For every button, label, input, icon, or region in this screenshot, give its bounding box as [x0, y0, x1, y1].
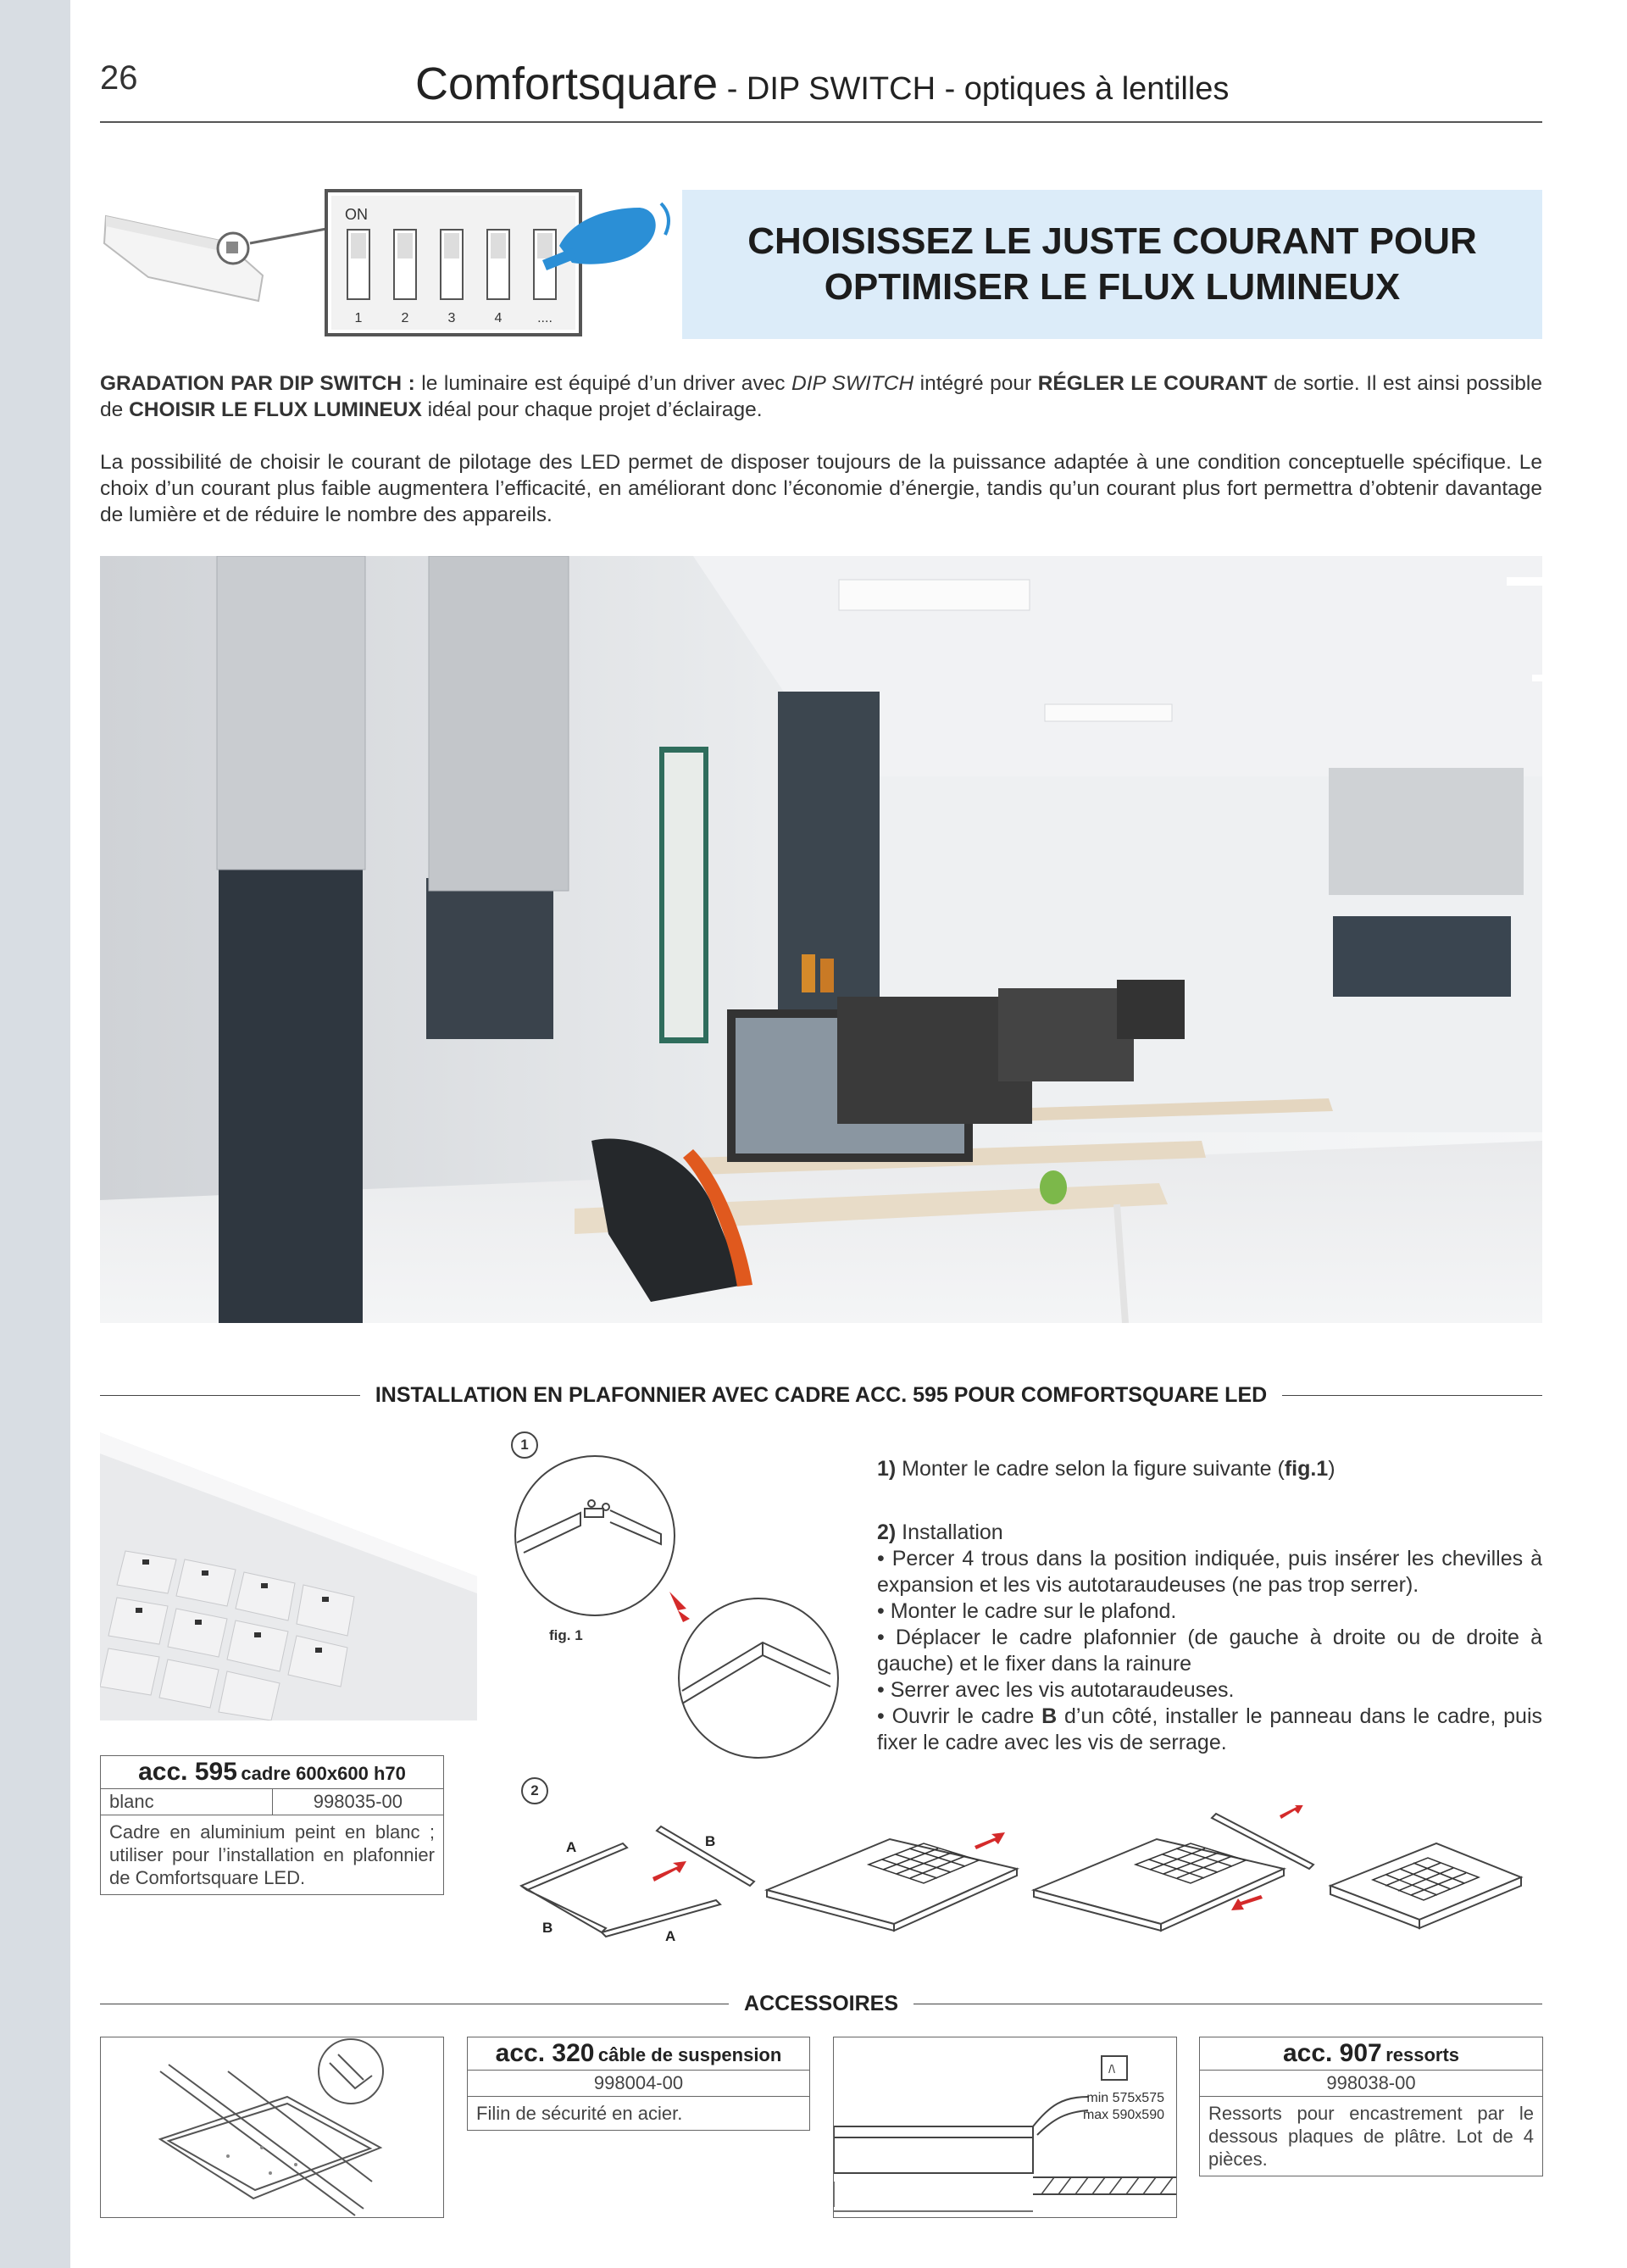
- acc-595-ref: 998035-00: [313, 1791, 403, 1812]
- acc-907-description: Ressorts pour encastrement par le dessous plaques de plâtre. Lot de 4 pièces.: [1208, 2103, 1534, 2170]
- intro-paragraph-1: [100, 370, 1542, 423]
- page-number: 26: [100, 59, 138, 97]
- acc-595-box: [100, 1755, 444, 1895]
- acc-907-ref: 998038-00: [1200, 2071, 1542, 2097]
- step-1-end: ): [1328, 1457, 1335, 1481]
- heading-rule-right: [1282, 1395, 1542, 1396]
- page-margin-band: [0, 0, 70, 2268]
- acc-320-description: Filin de sécurité en acier.: [476, 2103, 683, 2124]
- panel-step-3: [1034, 1814, 1313, 1931]
- step-2-bullet-5: [877, 1704, 1542, 1756]
- fig-1-label: fig. 1: [549, 1627, 583, 1643]
- step-2-bullet-1: • Percer 4 trous dans la position indiquée, puis insérer les chevilles à expansion et les vis autotaraudeuses (ne pas trop serrer).: [877, 1547, 1542, 1597]
- accessories-heading-text: ACCESSOIRES: [744, 1991, 898, 2015]
- dip-number-4: 4: [494, 311, 503, 325]
- acc-595-variant-row: [101, 1789, 443, 1815]
- step-2-bullet-3: • Déplacer le cadre plafonnier (de gauche à droite ou de droite à gauche) et le fixer dans la rainure: [877, 1626, 1542, 1676]
- label-a-top: A: [566, 1839, 577, 1855]
- red-arrow-icon: [652, 1861, 686, 1882]
- installation-heading-text: INSTALLATION EN PLAFONNIER AVEC CADRE ACC. 595 POUR COMFORTSQUARE LED: [375, 1382, 1268, 1407]
- accessories-heading: [100, 1987, 1542, 2021]
- dimension-labels: [1063, 2090, 1164, 2124]
- driver-unit-icon: [104, 216, 326, 301]
- spring-recess-illustration: [834, 2037, 1176, 2217]
- intro-bold-3: CHOISIR LE FLUX LUMINEUX: [129, 398, 422, 421]
- dimension-min: min 575x575: [1086, 2091, 1164, 2105]
- header-rule: [100, 121, 1542, 123]
- acc-320-header: [468, 2037, 809, 2071]
- intro-text-2: intégré pour: [913, 372, 1038, 395]
- page-subtitle: - DIP SWITCH - optiques à lentilles: [718, 71, 1230, 107]
- acc-595-name: cadre 600x600 h70: [241, 1763, 406, 1784]
- red-arrow-icon: [975, 1832, 1005, 1849]
- step-2-title: Installation: [896, 1520, 1003, 1544]
- acc-907-image-box: [833, 2037, 1177, 2218]
- dimension-max: max 590x590: [1082, 2108, 1164, 2122]
- label-b-bottom: B: [542, 1920, 553, 1936]
- intro-paragraph-2: La possibilité de choisir le courant de pilotage des LED permet de disposer toujours de la puissance adaptée à une condition conceptuelle spécifique. Le choix d’un courant plus faible augmentera l’efficacité, en améliorant donc l’économie d’énergie, tandis qu’un courant plus fort permettra d’obtenir davantage de lumière et de réduire le nombre des appareils.: [100, 451, 1542, 526]
- dip-number-1: 1: [354, 311, 363, 325]
- intro-bold-1: GRADATION PAR DIP SWITCH :: [100, 372, 415, 395]
- dip-number-2: 2: [401, 311, 409, 325]
- banner-line-1: CHOISISSEZ LE JUSTE COURANT POUR: [747, 220, 1477, 262]
- acc-320-code: acc. 320: [495, 2039, 595, 2067]
- bullet-5-text-a: • Ouvrir le cadre: [877, 1704, 1042, 1728]
- red-arrow-icon: [1280, 1805, 1305, 1819]
- panel-step-2: [767, 1839, 1017, 1931]
- step-2-bullet-4: • Serrer avec les vis autotaraudeuses.: [877, 1678, 1235, 1702]
- intro-bold-2: RÉGLER LE COURANT: [1037, 372, 1268, 395]
- step-1-number: 1): [877, 1457, 897, 1481]
- intro-text-1: le luminaire est équipé d’un driver avec: [414, 372, 792, 395]
- acc-320-image-box: [100, 2037, 444, 2218]
- figure-number-1: 1: [511, 1431, 538, 1459]
- installation-heading: [100, 1378, 1542, 1412]
- step-1-figure-ref: fig.1: [1284, 1457, 1329, 1481]
- step-2-number: 2): [877, 1520, 897, 1544]
- installation-step-2: [877, 1520, 1542, 1756]
- acc-320-ref: 998004-00: [468, 2071, 809, 2097]
- bullet-5-frame-b: B: [1041, 1704, 1058, 1728]
- acc-595-variant: blanc: [101, 1789, 273, 1815]
- fig-2-installation-sequence: [517, 1805, 1542, 1949]
- installation-step-1: [877, 1456, 1542, 1482]
- intro-text-4: idéal pour chaque projet d’éclairage.: [421, 398, 763, 421]
- dip-number-more: ....: [537, 311, 553, 325]
- frame-parts: [521, 1826, 754, 1937]
- page-title: [415, 58, 1229, 110]
- acc-595-code: acc. 595: [138, 1758, 237, 1786]
- bullet-5-text-c: d’un côté, installer le panneau dans le cadre, puis fixer le cadre avec les vis de serrage.: [877, 1704, 1542, 1754]
- acc-907-header: [1200, 2037, 1542, 2071]
- dip-on-label: ON: [345, 206, 368, 223]
- acc-595-description: Cadre en aluminium peint en blanc ; utiliser pour l’installation en plafonnier de Comfortsquare LED.: [109, 1821, 435, 1888]
- acc-907-name: ressorts: [1385, 2044, 1460, 2065]
- acc-595-header: [101, 1756, 443, 1789]
- step-1-text: Monter le cadre selon la figure suivante (: [896, 1457, 1285, 1481]
- product-name: Comfortsquare: [415, 58, 719, 109]
- banner-line-2: OPTIMISER LE FLUX LUMINEUX: [824, 266, 1401, 308]
- acc-907-box: [1199, 2037, 1543, 2176]
- panel-step-final: [1330, 1843, 1521, 1928]
- headline-banner: [682, 190, 1542, 339]
- step-2-bullet-2: • Monter le cadre sur le plafond.: [877, 1599, 1177, 1623]
- svg-text:/\: /\: [1108, 2062, 1115, 2076]
- intro-italic: DIP SWITCH: [791, 372, 914, 395]
- label-a-bottom: A: [665, 1928, 676, 1944]
- fig-1-frame-corner-illustration: [508, 1449, 847, 1763]
- office-photo: [100, 556, 1542, 1323]
- dip-number-3: 3: [447, 311, 456, 325]
- red-arrow-icon: [669, 1592, 690, 1622]
- heading-rule-left: [100, 1395, 360, 1396]
- comfortsquare-product-image: [100, 1432, 477, 1720]
- acc-320-box: [467, 2037, 810, 2131]
- figure-number-2: 2: [521, 1777, 548, 1804]
- dip-switch-illustration: [97, 182, 674, 343]
- intro-text-3: de sortie. Il est ainsi possible de: [100, 372, 1542, 421]
- acc-320-name: câble de suspension: [597, 2044, 782, 2065]
- acc-907-code: acc. 907: [1282, 2039, 1382, 2067]
- label-b-top: B: [705, 1833, 716, 1849]
- suspension-cable-illustration: [101, 2037, 443, 2217]
